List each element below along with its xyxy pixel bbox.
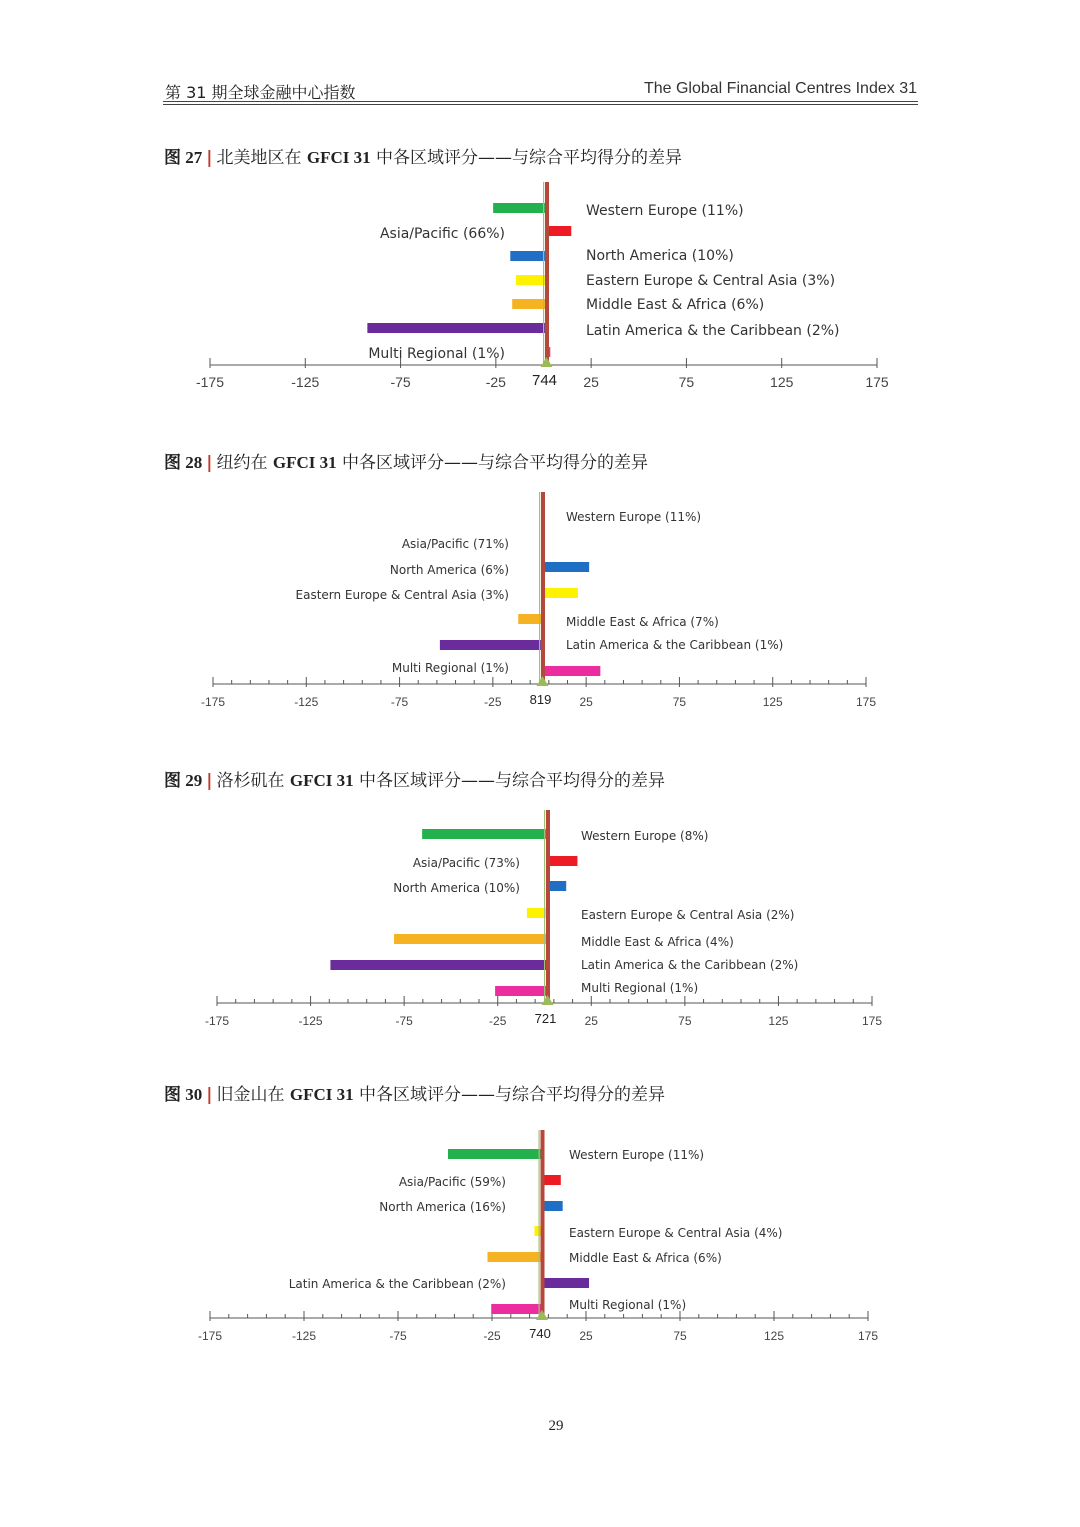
baseline-average-line [546, 810, 550, 1003]
header-left-title: 第 31 期全球金融中心指数 [165, 83, 356, 102]
bar-label: North America (10%) [393, 881, 520, 895]
average-marker-triangle [537, 676, 549, 686]
x-tick-label: 25 [583, 374, 599, 390]
figure-number: 图 28 [164, 453, 203, 472]
figure-number: 图 29 [164, 771, 203, 790]
bar-label: Multi Regional (1%) [391, 661, 509, 675]
bar-label: Latin America & the Caribbean (1%) [566, 638, 784, 652]
bar-middle-east-africa [512, 299, 546, 309]
figure-29-title [164, 766, 665, 791]
x-tick-label: -75 [390, 374, 411, 390]
bar-western-europe [493, 203, 546, 213]
bar-label: North America (6%) [389, 563, 509, 577]
figure-title-post: 中各区域评分——与综合平均得分的差异 [353, 771, 666, 791]
x-tick-label: 125 [763, 1329, 785, 1343]
chart-north-america [0, 180, 1080, 420]
bar-middle-east-africa [394, 934, 547, 944]
figure-30-title [164, 1080, 665, 1105]
x-tick-label: 125 [762, 695, 783, 709]
bar-label: Middle East & Africa (4%) [581, 935, 734, 949]
x-tick-label: -25 [489, 1014, 507, 1028]
bar-eastern-europe-central-asia [543, 588, 578, 598]
baseline-average-line [541, 492, 545, 684]
figure-separator: | [206, 771, 213, 791]
bar-north-america [542, 1201, 563, 1211]
bar-label: Multi Regional (1%) [581, 981, 699, 995]
bar-multi-regional [543, 666, 601, 676]
x-tick-label: -125 [298, 1014, 323, 1028]
x-tick-label: -25 [483, 1329, 501, 1343]
x-tick-label: -75 [390, 695, 409, 709]
center-score-label: 819 [529, 692, 552, 707]
bar-label: Latin America & the Caribbean (2%) [581, 958, 799, 972]
x-tick-label: 125 [768, 1014, 789, 1028]
chart-los-angeles [0, 808, 1080, 1048]
x-tick-label: 175 [861, 1014, 883, 1028]
x-tick-label: 75 [673, 1329, 687, 1343]
bar-middle-east-africa [518, 614, 542, 624]
x-tick-label: 125 [770, 374, 794, 390]
baseline-shadow-line [544, 810, 545, 1003]
x-tick-label: -175 [197, 1329, 223, 1343]
bar-north-america [543, 562, 590, 572]
chart-san-francisco [0, 1128, 1080, 1368]
figure-title-bold: GFCI 31 [272, 453, 337, 472]
bar-western-europe [448, 1149, 542, 1159]
x-tick-label: -125 [294, 695, 319, 709]
bar-latin-america-the-caribbean [440, 640, 543, 650]
baseline-average-line [545, 182, 549, 365]
bar-label: Middle East & Africa (6%) [586, 297, 765, 313]
average-marker-triangle [541, 357, 553, 367]
x-tick-label: 25 [579, 1329, 593, 1343]
bar-label: Asia/Pacific (59%) [398, 1175, 506, 1189]
bar-label: Eastern Europe & Central Asia (2%) [581, 908, 795, 922]
x-tick-label: -175 [195, 374, 225, 390]
x-tick-label: 175 [857, 1329, 879, 1343]
bar-label: North America (16%) [379, 1200, 506, 1214]
x-tick-label: -125 [291, 1329, 317, 1343]
x-tick-label: 75 [672, 695, 687, 709]
bar-label: Multi Regional (1%) [569, 1298, 687, 1312]
x-tick-label: 175 [865, 374, 889, 390]
header-rule-secondary [163, 104, 918, 105]
bar-latin-america-the-caribbean [542, 1278, 589, 1288]
bar-label: Western Europe (11%) [586, 203, 744, 219]
center-score-label: 744 [531, 372, 558, 389]
x-tick-label: -25 [485, 374, 506, 390]
x-tick-label: -125 [291, 374, 320, 390]
x-tick-label: 175 [855, 695, 877, 709]
x-tick-label: 75 [678, 1014, 692, 1028]
header-rule [163, 101, 918, 102]
x-tick-label: -175 [200, 695, 226, 709]
bar-label: Middle East & Africa (6%) [569, 1251, 722, 1265]
header-right-title: The Global Financial Centres Index 31 [643, 80, 917, 97]
page-number: 29 [548, 1418, 564, 1434]
figure-title-bold: GFCI 31 [289, 771, 354, 790]
bar-label: North America (10%) [586, 248, 734, 264]
bar-north-america [510, 251, 546, 261]
bar-label: Asia/Pacific (71%) [401, 537, 509, 551]
figure-title-pre: 洛杉矶在 [216, 771, 290, 791]
bar-latin-america-the-caribbean [367, 323, 546, 333]
baseline-shadow-line [543, 182, 544, 365]
bar-label: Latin America & the Caribbean (2%) [586, 323, 840, 339]
baseline-shadow-line [539, 492, 540, 684]
bar-north-america [548, 881, 567, 891]
baseline-shadow-line [539, 1130, 540, 1318]
baseline-average-line [541, 1130, 545, 1318]
x-tick-label: -75 [389, 1329, 407, 1343]
bar-label: Latin America & the Caribbean (2%) [288, 1277, 506, 1291]
bar-western-europe [422, 829, 547, 839]
bar-label: Eastern Europe & Central Asia (3%) [586, 273, 836, 289]
figure-number: 图 27 [164, 148, 203, 167]
x-tick-label: 25 [584, 1014, 598, 1028]
bar-asia-pacific [547, 226, 572, 236]
figure-title-post: 中各区域评分——与综合平均得分的差异 [370, 148, 683, 168]
bar-label: Multi Regional (1%) [368, 346, 505, 362]
center-score-label: 721 [534, 1011, 557, 1026]
figure-title-pre: 旧金山在 [216, 1085, 290, 1105]
figure-title-pre: 北美地区在 [216, 148, 307, 168]
x-tick-label: -75 [395, 1014, 413, 1028]
center-score-label: 740 [529, 1326, 551, 1341]
figure-title-bold: GFCI 31 [289, 1085, 354, 1104]
x-tick-label: -175 [204, 1014, 230, 1028]
figure-title-post: 中各区域评分——与综合平均得分的差异 [336, 453, 649, 473]
bar-multi-regional [491, 1304, 542, 1314]
bar-label: Middle East & Africa (7%) [566, 615, 719, 629]
figure-title-pre: 纽约在 [216, 453, 273, 473]
bar-multi-regional [495, 986, 547, 996]
figure-title-post: 中各区域评分——与综合平均得分的差异 [353, 1085, 666, 1105]
bar-label: Eastern Europe & Central Asia (3%) [295, 588, 509, 602]
bar-label: Western Europe (11%) [566, 510, 702, 524]
figure-separator: | [206, 453, 213, 473]
chart-new-york [0, 490, 1080, 730]
figure-separator: | [206, 1085, 213, 1105]
bar-label: Asia/Pacific (73%) [412, 856, 520, 870]
bar-label: Asia/Pacific (66%) [379, 226, 505, 242]
bar-label: Western Europe (11%) [569, 1148, 705, 1162]
x-tick-label: 25 [579, 695, 593, 709]
bar-eastern-europe-central-asia [516, 275, 546, 285]
x-tick-label: 75 [678, 374, 695, 390]
figure-separator: | [206, 148, 213, 168]
figure-27-title [164, 143, 682, 168]
average-marker-triangle [542, 995, 554, 1005]
bar-label: Western Europe (8%) [581, 829, 709, 843]
x-tick-label: -25 [484, 695, 502, 709]
figure-title-bold: GFCI 31 [306, 148, 371, 167]
bar-middle-east-africa [487, 1252, 542, 1262]
bar-asia-pacific [548, 856, 578, 866]
figure-number: 图 30 [164, 1085, 203, 1104]
figure-28-title [164, 448, 648, 473]
bar-latin-america-the-caribbean [330, 960, 547, 970]
bar-label: Eastern Europe & Central Asia (4%) [569, 1226, 783, 1240]
bar-asia-pacific [542, 1175, 561, 1185]
